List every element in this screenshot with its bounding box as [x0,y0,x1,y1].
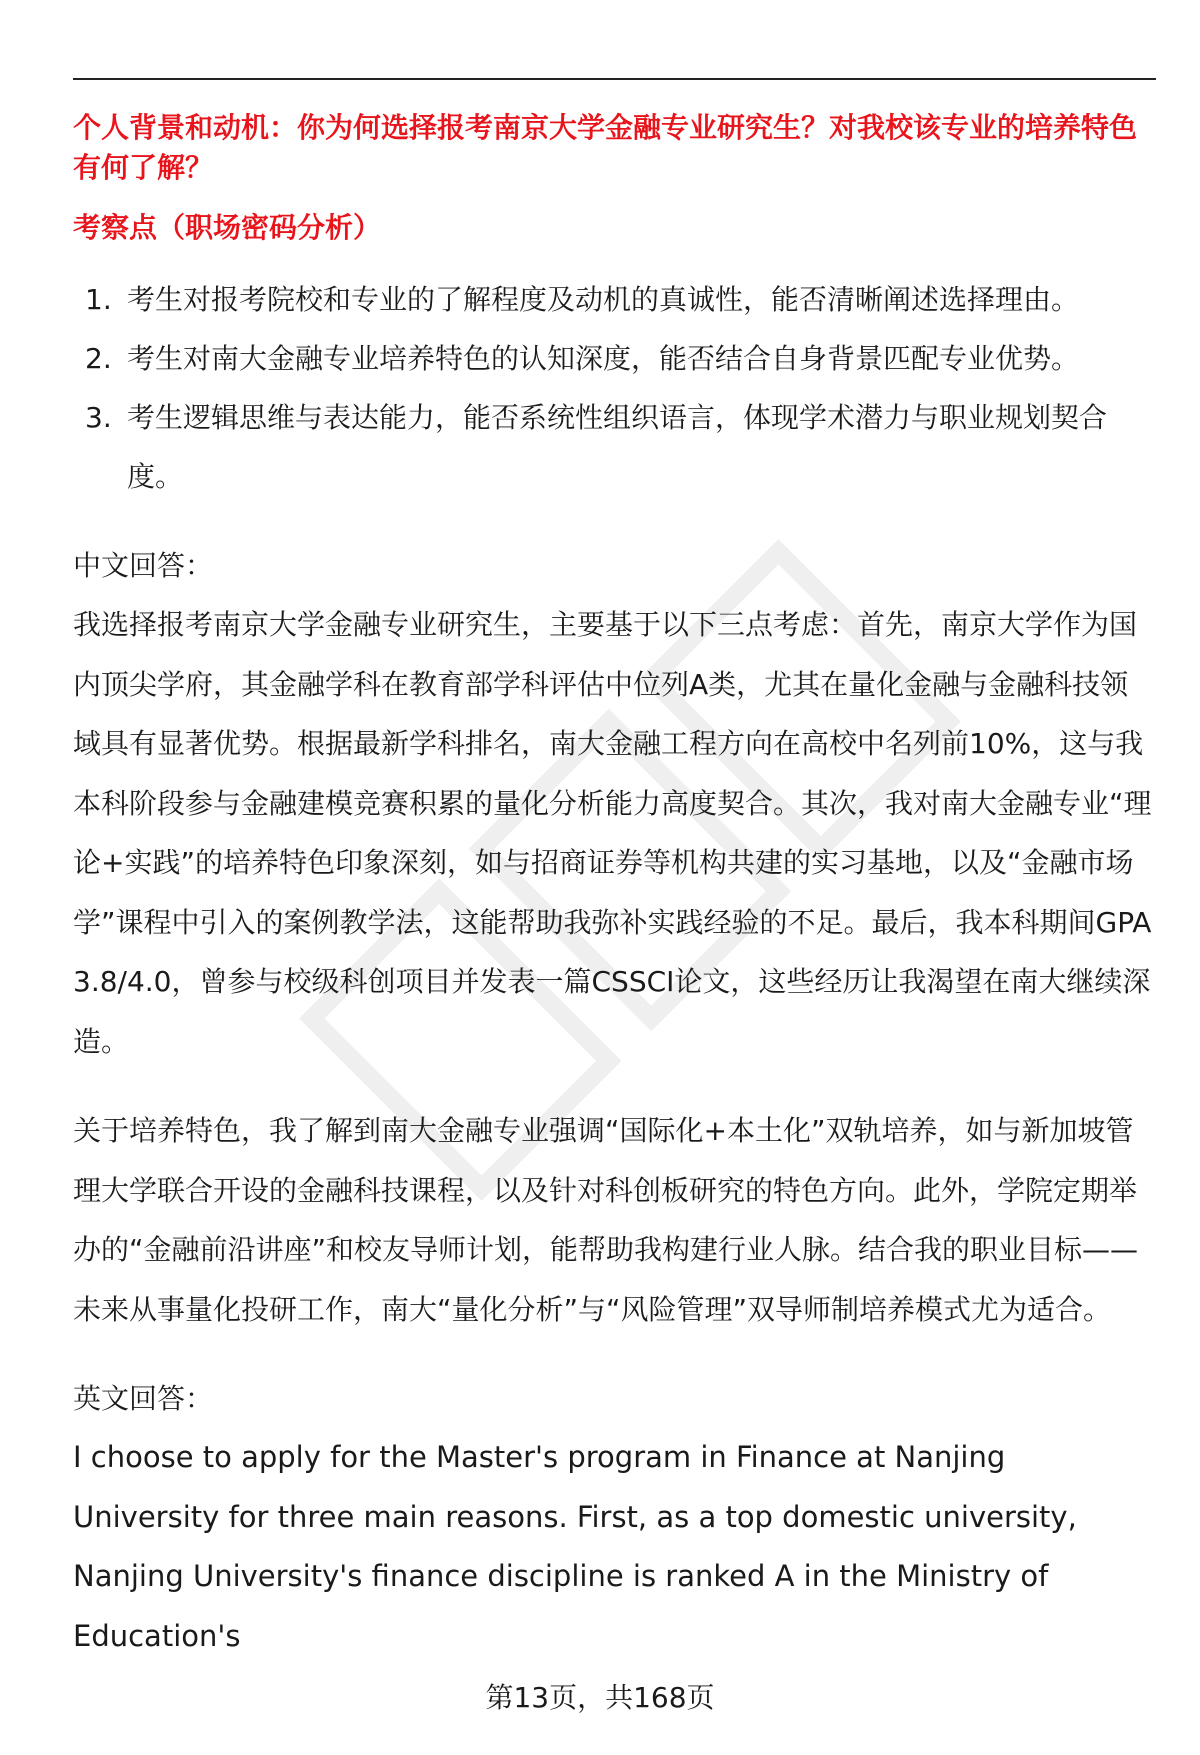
chinese-answer-label: 中文回答： [73,549,214,582]
key-point-text: 考生对南大金融专业培养特色的认知深度，能否结合自身背景匹配专业优势。 [127,342,1080,375]
page-number-footer: 第13页，共168页 [485,1681,715,1714]
key-points-heading: 考察点（职场密码分析） [73,211,382,244]
key-point-text: 考生对报考院校和专业的了解程度及动机的真诚性，能否清晰阐述选择理由。 [127,283,1080,316]
header-rule [73,78,1156,80]
key-point-item [73,388,1156,506]
chinese-answer-paragraph: 我选择报考南京大学金融专业研究生，主要基于以下三点考虑：首先，南京大学作为国内顶尖学府，其金融学科在教育部学科评估中位列A类，尤其在量化金融与金融科技领域具有显著优势。根据最新学科排名，南大金融工程方向在高校中名列前10%，这与我本科阶段参与金融建模竞赛积累的量化分析能力高度契合。其次，我对南大金融专业“理论+实践”的培养特色印象深刻，如与招商证券等机构共建的实习基地，以及“金融市场学”课程中引入的案例教学法，这能帮助我弥补实践经验的不足。最后，我本科期间GPA 3.8/4.0，曾参与校级科创项目并发表一篇CSSCI论文，这些经历让我渴望在南大继续深造。 [73,608,1152,1058]
key-points-list [73,270,1156,506]
key-point-number: 2. [85,342,112,375]
key-point-number: 1. [85,283,112,316]
english-answer-paragraph: I choose to apply for the Master's program in Finance at Nanjing University for three main reasons. First, as a top domestic university, Nanjing University's finance discipline is ranked A in the Ministry of Education's [73,1440,1077,1653]
english-answer-label: 英文回答： [73,1382,214,1415]
interview-question: 个人背景和动机：你为何选择报考南京大学金融专业研究生？对我校该专业的培养特色有何了解？ [73,111,1138,184]
page-content [73,108,1156,1666]
key-point-item [73,270,1156,329]
key-point-text: 考生逻辑思维与表达能力，能否系统性组织语言，体现学术潜力与职业规划契合度。 [127,401,1108,493]
key-point-number: 3. [85,401,112,434]
key-point-item [73,329,1156,388]
chinese-answer-paragraph: 关于培养特色，我了解到南大金融专业强调“国际化+本土化”双轨培养，如与新加坡管理大学联合开设的金融科技课程，以及针对科创板研究的特色方向。此外，学院定期举办的“金融前沿讲座”和校友导师计划，能帮助我构建行业人脉。结合我的职业目标——未来从事量化投研工作，南大“量化分析”与“风险管理”双导师制培养模式尤为适合。 [73,1114,1139,1326]
